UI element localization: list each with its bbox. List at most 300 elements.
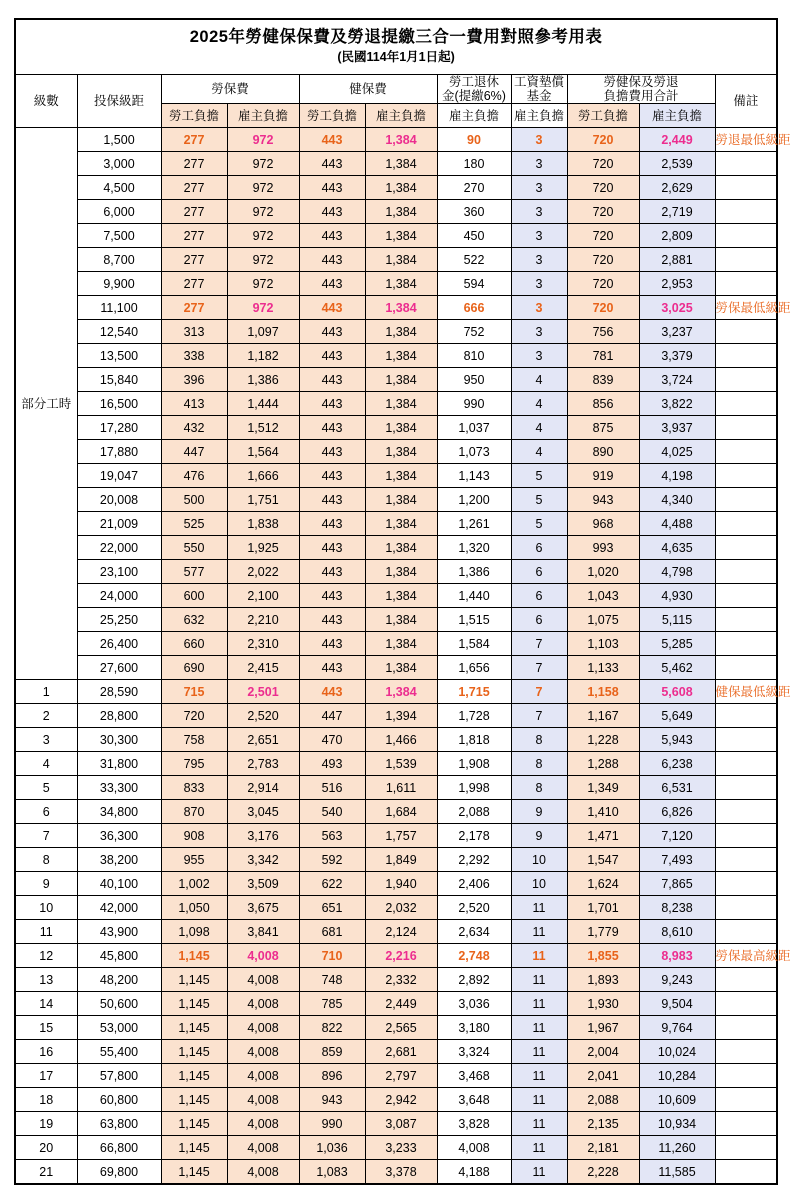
row-pension: 4,008	[437, 1136, 511, 1160]
row-health-employer: 1,384	[365, 584, 437, 608]
row-total-employee: 1,410	[567, 800, 639, 824]
row-health-employee: 443	[299, 248, 365, 272]
row-salary: 43,900	[77, 920, 161, 944]
row-grade: 4	[15, 752, 77, 776]
table-row	[15, 488, 777, 512]
table-row	[15, 344, 777, 368]
row-remark	[715, 632, 777, 656]
row-health-employer: 2,032	[365, 896, 437, 920]
row-total-employer: 10,284	[639, 1064, 715, 1088]
subheader-labor-employer: 雇主負擔	[227, 104, 299, 128]
table-row	[15, 224, 777, 248]
page-title: 2025年勞健保保費及勞退提繳三合一費用對照參考用表	[189, 28, 603, 46]
row-labor-employee: 277	[161, 176, 227, 200]
row-labor-employee: 1,145	[161, 1136, 227, 1160]
row-pension: 1,998	[437, 776, 511, 800]
row-labor-employee: 1,145	[161, 1064, 227, 1088]
row-labor-employer: 1,666	[227, 464, 299, 488]
row-health-employer: 1,384	[365, 560, 437, 584]
row-pension: 2,748	[437, 944, 511, 968]
row-total-employee: 720	[567, 224, 639, 248]
row-grade: 9	[15, 872, 77, 896]
row-health-employer: 1,384	[365, 392, 437, 416]
row-health-employee: 443	[299, 536, 365, 560]
row-pension: 2,892	[437, 968, 511, 992]
row-health-employer: 1,384	[365, 488, 437, 512]
row-health-employer: 1,384	[365, 656, 437, 680]
row-total-employee: 968	[567, 512, 639, 536]
row-wage-arrears: 8	[511, 752, 567, 776]
row-wage-arrears: 11	[511, 1016, 567, 1040]
row-total-employer: 5,608	[639, 680, 715, 704]
row-total-employee: 943	[567, 488, 639, 512]
row-health-employee: 443	[299, 344, 365, 368]
row-health-employee: 443	[299, 464, 365, 488]
row-health-employer: 2,942	[365, 1088, 437, 1112]
row-health-employer: 1,384	[365, 344, 437, 368]
row-pension: 450	[437, 224, 511, 248]
row-health-employee: 443	[299, 416, 365, 440]
row-total-employer: 2,539	[639, 152, 715, 176]
row-grade: 3	[15, 728, 77, 752]
row-labor-employee: 690	[161, 656, 227, 680]
row-total-employee: 1,349	[567, 776, 639, 800]
row-total-employer: 2,629	[639, 176, 715, 200]
row-salary: 17,280	[77, 416, 161, 440]
row-total-employer: 8,983	[639, 944, 715, 968]
row-remark	[715, 800, 777, 824]
table-row	[15, 464, 777, 488]
row-salary: 24,000	[77, 584, 161, 608]
row-pension: 1,440	[437, 584, 511, 608]
row-total-employee: 1,893	[567, 968, 639, 992]
row-pension: 1,515	[437, 608, 511, 632]
row-remark	[715, 1160, 777, 1185]
row-labor-employer: 4,008	[227, 968, 299, 992]
row-grade: 13	[15, 968, 77, 992]
row-remark	[715, 584, 777, 608]
row-labor-employee: 277	[161, 200, 227, 224]
row-pension: 4,188	[437, 1160, 511, 1185]
row-remark	[715, 704, 777, 728]
row-total-employer: 5,115	[639, 608, 715, 632]
table-row	[15, 944, 777, 968]
row-salary: 20,008	[77, 488, 161, 512]
table-row	[15, 848, 777, 872]
row-health-employer: 1,384	[365, 368, 437, 392]
row-salary: 28,800	[77, 704, 161, 728]
row-wage-arrears: 9	[511, 800, 567, 824]
row-total-employee: 2,004	[567, 1040, 639, 1064]
table-row	[15, 536, 777, 560]
table-row	[15, 248, 777, 272]
row-total-employee: 1,167	[567, 704, 639, 728]
table-row	[15, 896, 777, 920]
row-health-employer: 1,940	[365, 872, 437, 896]
row-wage-arrears: 3	[511, 224, 567, 248]
row-salary: 15,840	[77, 368, 161, 392]
row-labor-employee: 1,145	[161, 968, 227, 992]
row-pension: 1,818	[437, 728, 511, 752]
row-labor-employee: 277	[161, 152, 227, 176]
row-remark	[715, 608, 777, 632]
row-pension: 666	[437, 296, 511, 320]
table-row	[15, 632, 777, 656]
row-health-employer: 1,384	[365, 536, 437, 560]
row-remark	[715, 320, 777, 344]
row-grade: 11	[15, 920, 77, 944]
row-health-employee: 443	[299, 560, 365, 584]
row-pension: 752	[437, 320, 511, 344]
row-total-employee: 1,043	[567, 584, 639, 608]
row-labor-employee: 1,050	[161, 896, 227, 920]
row-health-employee: 785	[299, 992, 365, 1016]
row-total-employer: 7,865	[639, 872, 715, 896]
table-row	[15, 608, 777, 632]
table-row	[15, 320, 777, 344]
row-total-employee: 2,041	[567, 1064, 639, 1088]
row-health-employee: 896	[299, 1064, 365, 1088]
row-salary: 25,250	[77, 608, 161, 632]
row-wage-arrears: 10	[511, 848, 567, 872]
row-remark: 勞保最低級距	[715, 296, 777, 320]
row-labor-employer: 2,210	[227, 608, 299, 632]
row-health-employee: 443	[299, 176, 365, 200]
subheader-health-employer: 雇主負擔	[365, 104, 437, 128]
row-labor-employee: 870	[161, 800, 227, 824]
row-remark	[715, 560, 777, 584]
row-labor-employee: 277	[161, 296, 227, 320]
row-remark: 健保最低級距	[715, 680, 777, 704]
row-labor-employee: 476	[161, 464, 227, 488]
row-labor-employee: 1,002	[161, 872, 227, 896]
row-grade: 1	[15, 680, 77, 704]
row-health-employee: 748	[299, 968, 365, 992]
row-health-employer: 1,384	[365, 320, 437, 344]
row-labor-employee: 833	[161, 776, 227, 800]
row-health-employer: 2,332	[365, 968, 437, 992]
row-remark	[715, 848, 777, 872]
table-row	[15, 752, 777, 776]
row-wage-arrears: 3	[511, 344, 567, 368]
row-health-employer: 1,384	[365, 512, 437, 536]
row-wage-arrears: 7	[511, 656, 567, 680]
row-total-employee: 720	[567, 152, 639, 176]
part-time-label: 部分工時	[15, 128, 77, 680]
row-health-employer: 2,565	[365, 1016, 437, 1040]
row-health-employee: 443	[299, 656, 365, 680]
row-salary: 17,880	[77, 440, 161, 464]
row-salary: 36,300	[77, 824, 161, 848]
row-remark	[715, 776, 777, 800]
table-row	[15, 200, 777, 224]
row-total-employer: 6,826	[639, 800, 715, 824]
header-grade: 級數	[15, 75, 77, 128]
row-labor-employee: 632	[161, 608, 227, 632]
row-wage-arrears: 7	[511, 680, 567, 704]
table-row	[15, 920, 777, 944]
row-remark	[715, 416, 777, 440]
row-total-employee: 2,088	[567, 1088, 639, 1112]
row-health-employer: 1,757	[365, 824, 437, 848]
row-total-employer: 8,238	[639, 896, 715, 920]
page-subtitle: (民國114年1月1日起)	[337, 50, 455, 65]
row-pension: 90	[437, 128, 511, 152]
table-row	[15, 704, 777, 728]
table-row	[15, 296, 777, 320]
row-health-employer: 2,681	[365, 1040, 437, 1064]
row-health-employer: 2,124	[365, 920, 437, 944]
row-health-employer: 1,384	[365, 440, 437, 464]
row-labor-employer: 972	[227, 248, 299, 272]
row-total-employee: 2,135	[567, 1112, 639, 1136]
row-health-employee: 540	[299, 800, 365, 824]
row-labor-employer: 1,182	[227, 344, 299, 368]
row-total-employee: 875	[567, 416, 639, 440]
row-wage-arrears: 11	[511, 1088, 567, 1112]
row-total-employee: 993	[567, 536, 639, 560]
row-pension: 3,036	[437, 992, 511, 1016]
row-salary: 48,200	[77, 968, 161, 992]
row-salary: 34,800	[77, 800, 161, 824]
row-total-employee: 720	[567, 128, 639, 152]
row-pension: 1,320	[437, 536, 511, 560]
row-labor-employee: 447	[161, 440, 227, 464]
row-health-employee: 516	[299, 776, 365, 800]
row-labor-employer: 2,520	[227, 704, 299, 728]
row-salary: 7,500	[77, 224, 161, 248]
row-total-employee: 1,288	[567, 752, 639, 776]
row-pension: 950	[437, 368, 511, 392]
row-wage-arrears: 11	[511, 1040, 567, 1064]
row-wage-arrears: 11	[511, 920, 567, 944]
row-salary: 9,900	[77, 272, 161, 296]
table-row	[15, 560, 777, 584]
row-remark	[715, 392, 777, 416]
row-health-employee: 822	[299, 1016, 365, 1040]
row-labor-employee: 313	[161, 320, 227, 344]
row-health-employee: 681	[299, 920, 365, 944]
row-salary: 19,047	[77, 464, 161, 488]
row-total-employee: 1,133	[567, 656, 639, 680]
row-wage-arrears: 5	[511, 488, 567, 512]
row-total-employer: 11,260	[639, 1136, 715, 1160]
row-remark	[715, 920, 777, 944]
row-pension: 3,828	[437, 1112, 511, 1136]
row-wage-arrears: 7	[511, 632, 567, 656]
header-remark: 備註	[715, 75, 777, 128]
row-wage-arrears: 4	[511, 368, 567, 392]
row-labor-employee: 277	[161, 248, 227, 272]
row-health-employee: 443	[299, 224, 365, 248]
row-labor-employee: 413	[161, 392, 227, 416]
row-total-employer: 2,449	[639, 128, 715, 152]
subheader-pension-employer: 雇主負擔	[437, 104, 511, 128]
row-health-employer: 1,384	[365, 608, 437, 632]
row-total-employer: 2,953	[639, 272, 715, 296]
row-labor-employer: 1,838	[227, 512, 299, 536]
row-labor-employer: 3,342	[227, 848, 299, 872]
row-labor-employee: 1,145	[161, 1088, 227, 1112]
row-health-employer: 1,384	[365, 416, 437, 440]
row-labor-employer: 1,444	[227, 392, 299, 416]
row-remark	[715, 464, 777, 488]
row-remark	[715, 440, 777, 464]
row-salary: 69,800	[77, 1160, 161, 1185]
row-pension: 1,728	[437, 704, 511, 728]
row-health-employee: 443	[299, 200, 365, 224]
header-pension: 勞工退休 金(提繳6%)	[437, 75, 511, 104]
row-total-employer: 7,120	[639, 824, 715, 848]
row-labor-employer: 3,045	[227, 800, 299, 824]
row-total-employer: 6,238	[639, 752, 715, 776]
row-grade: 10	[15, 896, 77, 920]
row-pension: 3,180	[437, 1016, 511, 1040]
row-pension: 2,634	[437, 920, 511, 944]
table-row	[15, 968, 777, 992]
row-health-employer: 2,449	[365, 992, 437, 1016]
row-total-employer: 3,379	[639, 344, 715, 368]
row-remark	[715, 656, 777, 680]
row-salary: 13,500	[77, 344, 161, 368]
row-wage-arrears: 3	[511, 320, 567, 344]
row-grade: 6	[15, 800, 77, 824]
row-pension: 1,073	[437, 440, 511, 464]
row-health-employer: 1,394	[365, 704, 437, 728]
row-labor-employer: 4,008	[227, 992, 299, 1016]
row-wage-arrears: 3	[511, 152, 567, 176]
row-salary: 4,500	[77, 176, 161, 200]
row-health-employer: 1,384	[365, 224, 437, 248]
row-health-employee: 470	[299, 728, 365, 752]
row-health-employee: 447	[299, 704, 365, 728]
row-labor-employee: 432	[161, 416, 227, 440]
row-total-employee: 1,471	[567, 824, 639, 848]
row-wage-arrears: 3	[511, 296, 567, 320]
row-health-employee: 1,083	[299, 1160, 365, 1185]
row-labor-employee: 277	[161, 128, 227, 152]
row-total-employee: 2,228	[567, 1160, 639, 1185]
row-health-employee: 859	[299, 1040, 365, 1064]
row-labor-employer: 1,386	[227, 368, 299, 392]
row-total-employer: 4,798	[639, 560, 715, 584]
row-health-employee: 651	[299, 896, 365, 920]
row-health-employee: 443	[299, 608, 365, 632]
header-labor-insurance: 勞保費	[161, 75, 299, 104]
row-labor-employee: 908	[161, 824, 227, 848]
row-labor-employee: 715	[161, 680, 227, 704]
row-grade: 7	[15, 824, 77, 848]
row-pension: 990	[437, 392, 511, 416]
row-wage-arrears: 10	[511, 872, 567, 896]
row-health-employee: 563	[299, 824, 365, 848]
row-labor-employer: 972	[227, 296, 299, 320]
row-pension: 1,143	[437, 464, 511, 488]
row-total-employee: 720	[567, 248, 639, 272]
row-total-employer: 5,285	[639, 632, 715, 656]
row-remark	[715, 1088, 777, 1112]
row-pension: 2,292	[437, 848, 511, 872]
row-health-employee: 443	[299, 368, 365, 392]
row-labor-employee: 955	[161, 848, 227, 872]
row-wage-arrears: 5	[511, 512, 567, 536]
row-wage-arrears: 5	[511, 464, 567, 488]
row-wage-arrears: 8	[511, 776, 567, 800]
table-row	[15, 1112, 777, 1136]
row-total-employee: 1,967	[567, 1016, 639, 1040]
row-grade: 12	[15, 944, 77, 968]
row-labor-employer: 1,512	[227, 416, 299, 440]
row-total-employer: 8,610	[639, 920, 715, 944]
row-remark	[715, 728, 777, 752]
row-salary: 3,000	[77, 152, 161, 176]
row-labor-employer: 2,415	[227, 656, 299, 680]
row-salary: 50,600	[77, 992, 161, 1016]
insurance-rate-table	[14, 18, 791, 1185]
table-row	[15, 776, 777, 800]
row-total-employer: 3,724	[639, 368, 715, 392]
row-grade: 19	[15, 1112, 77, 1136]
row-grade: 16	[15, 1040, 77, 1064]
table-row	[15, 392, 777, 416]
row-labor-employer: 1,925	[227, 536, 299, 560]
row-total-employee: 720	[567, 176, 639, 200]
row-health-employer: 1,539	[365, 752, 437, 776]
row-total-employee: 1,930	[567, 992, 639, 1016]
row-labor-employer: 3,841	[227, 920, 299, 944]
subheader-wage-employer: 雇主負擔	[511, 104, 567, 128]
row-labor-employee: 550	[161, 536, 227, 560]
row-health-employer: 1,384	[365, 128, 437, 152]
table-row	[15, 584, 777, 608]
row-pension: 3,324	[437, 1040, 511, 1064]
row-total-employer: 9,243	[639, 968, 715, 992]
row-remark	[715, 824, 777, 848]
table-row	[15, 440, 777, 464]
row-total-employee: 781	[567, 344, 639, 368]
row-wage-arrears: 3	[511, 200, 567, 224]
row-labor-employee: 525	[161, 512, 227, 536]
row-pension: 1,261	[437, 512, 511, 536]
row-remark	[715, 152, 777, 176]
row-total-employer: 3,822	[639, 392, 715, 416]
table-row	[15, 1136, 777, 1160]
row-labor-employer: 4,008	[227, 1016, 299, 1040]
row-health-employer: 1,611	[365, 776, 437, 800]
row-health-employee: 443	[299, 512, 365, 536]
row-total-employee: 1,020	[567, 560, 639, 584]
row-total-employer: 10,024	[639, 1040, 715, 1064]
row-salary: 55,400	[77, 1040, 161, 1064]
row-total-employee: 1,701	[567, 896, 639, 920]
row-labor-employee: 1,145	[161, 1160, 227, 1185]
row-health-employee: 443	[299, 128, 365, 152]
row-wage-arrears: 4	[511, 440, 567, 464]
row-health-employee: 493	[299, 752, 365, 776]
row-health-employee: 990	[299, 1112, 365, 1136]
row-labor-employer: 4,008	[227, 1088, 299, 1112]
table-row	[15, 152, 777, 176]
row-health-employer: 1,466	[365, 728, 437, 752]
row-total-employer: 3,937	[639, 416, 715, 440]
row-wage-arrears: 7	[511, 704, 567, 728]
row-pension: 810	[437, 344, 511, 368]
row-total-employee: 720	[567, 200, 639, 224]
row-total-employer: 6,531	[639, 776, 715, 800]
row-salary: 40,100	[77, 872, 161, 896]
row-remark	[715, 272, 777, 296]
row-grade: 8	[15, 848, 77, 872]
